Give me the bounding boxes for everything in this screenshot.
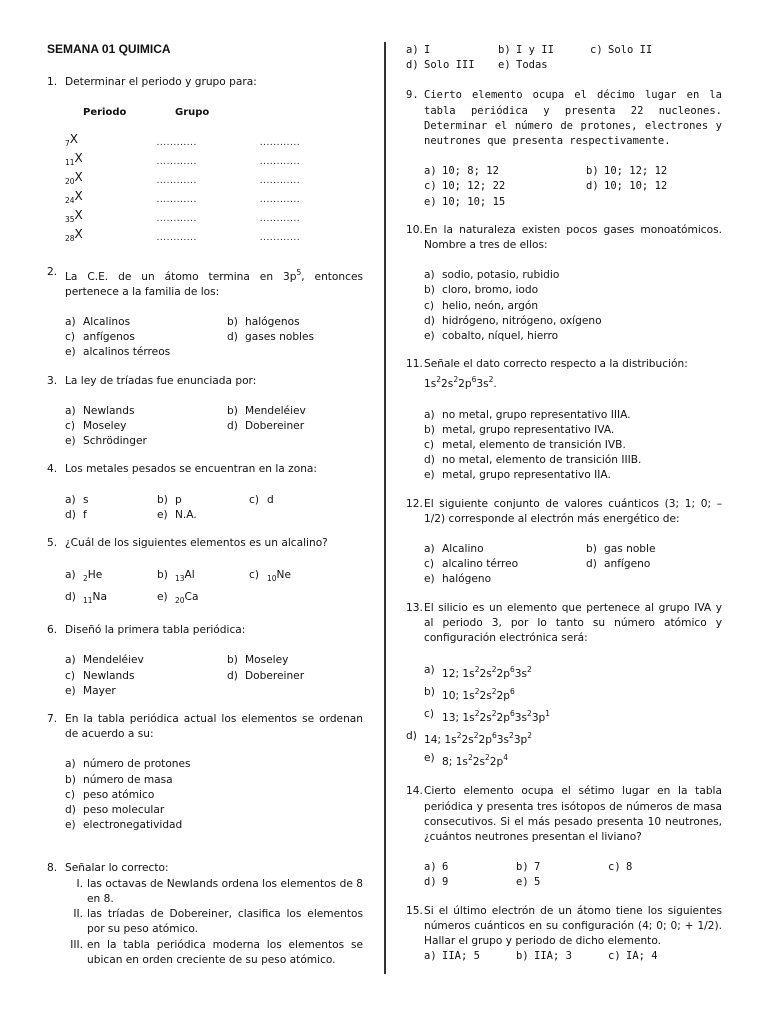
option-e: e) cobalto, níquel, hierro — [424, 330, 559, 343]
right-column — [406, 40, 722, 964]
question-3: 3. La ley de tríadas fue enunciada por: a) Newlands b) Mendeléiev c) Moseley d) Dobereiner e) Schrödinger — [47, 374, 363, 450]
option-a: a) s — [65, 493, 89, 506]
options — [65, 493, 363, 523]
option-a: a) Newlands — [65, 404, 135, 417]
option-d: d) peso molecular — [65, 804, 165, 817]
option-e: e) Mayer — [65, 684, 116, 697]
table-row: $_{20}$X ............ ............ — [65, 170, 301, 187]
option-b: b) $_{13}$Al — [157, 569, 195, 584]
options — [65, 653, 363, 699]
question-stem: La C.E. de un átomo termina en $3p^5$, entonces pertenece a la familia de los: — [65, 267, 363, 298]
option-e: e) 10; 10; 15 — [424, 195, 506, 208]
question-11: 11. Señale el dato correcto respecto a la distribución: $1s^22s^22p^63s^2$. a) no metal, grupo representativo IIIA. b) metal, grupo representativo IVA. c) metal, elemento de transición IVB. d) no metal, elemento de transición IIIB. e) metal, grupo representativo IIA. — [406, 357, 722, 483]
options — [65, 566, 363, 610]
question-6: 6. Diseñó la primera tabla periódica: a) Mendeléiev b) Moseley c) Newlands d) Dobereiner e) Mayer — [47, 623, 363, 699]
option-c: c) metal, elemento de transición IVB. — [424, 439, 626, 452]
option-b: b) 10; 12; 12 — [586, 165, 668, 178]
question-4: 4. Los metales pesados se encuentran en la zona: a) s b) p c) d d) f e) N.A. — [47, 462, 363, 523]
option-e: e) Todas — [498, 59, 548, 72]
option-b: b) Mendeléiev — [227, 404, 306, 417]
question-stem: El silicio es un elemento que pertenece al grupo IVA y al periodo 3, por lo tanto su número atómico y configuración electrónica será: — [424, 601, 722, 645]
option-e: e) electronegatividad — [65, 819, 183, 832]
option-c: c) Moseley — [65, 420, 127, 433]
question-stem: ¿Cuál de los siguientes elementos es un alcalino? — [65, 537, 328, 550]
option-b: b) IIA; 3 — [516, 950, 572, 963]
question-9: 9. Cierto elemento ocupa el décimo lugar en la tabla periódica y presenta 22 nucleones. Determinar el número de protones, electrones y neutrones que presenta respectivamente. a) 10; 8; 12 b) 10; 12; 12 c) 10; 12; 22 d) 10; 10; 12 e) 10; 10; 15 — [406, 88, 722, 209]
question-2: 2. La C.E. de un átomo termina en $3p^5$, entonces pertenece a la familia de los: a) Alcalinos b) halógenos c) anfígenos d) gases nobles e) alcalinos térreos — [47, 265, 363, 361]
option-d: d) Dobereiner — [227, 420, 305, 433]
question-14: 14. Cierto elemento ocupa el sétimo lugar en la tabla periódica y presenta tres isótopos de números de masa consecutivos. Si el más pesado presenta 10 neutrones, ¿cuántos neutrones presentan el liviano? a) 6 b) 7 c) 8 d) 9 e) 5 — [406, 784, 722, 890]
table-row: $_{35}$X ............ ............ — [65, 208, 301, 225]
option-a: a) sodio, potasio, rubidio — [424, 269, 560, 282]
option-c: c) Newlands — [65, 669, 135, 682]
question-8-options — [406, 43, 722, 73]
options — [65, 757, 363, 833]
left-column — [47, 40, 363, 968]
option-a: a) $_2$He — [65, 569, 103, 584]
option-b: b) gas noble — [586, 543, 656, 556]
option-d: d) no metal, elemento de transición IIIB. — [424, 454, 642, 467]
question-stem: Cierto elemento ocupa el sétimo lugar en la tabla periódica y presenta tres isótopos de números de masa consecutivos. Si el más pesado presenta 10 neutrones, ¿cuántos neutrones presentan el liviano? — [424, 785, 722, 843]
option-c: c) anfígenos — [65, 331, 135, 344]
option-d: d) 10; 10; 12 — [586, 180, 668, 193]
options — [65, 315, 363, 361]
question-stem: La ley de tríadas fue enunciada por: — [65, 374, 257, 387]
question-stem: Determinar el periodo y grupo para: — [65, 76, 257, 89]
question-7: 7. En la tabla periódica actual los elementos se ordenan de acuerdo a su: a) número de protones b) número de masa c) peso atómico d) peso molecular e) electronegatividad — [47, 712, 363, 833]
options — [406, 661, 722, 771]
option-a: a) Alcalinos — [65, 316, 131, 329]
option-d: d) $_{11}$Na — [65, 591, 107, 606]
option-c: c) 10; 12; 22 — [424, 180, 506, 193]
option-e: e) N.A. — [157, 508, 197, 521]
question-13: 13. El silicio es un elemento que pertenece al grupo IVA y al periodo 3, por lo tanto su número atómico y configuración electrónica será: a) 12; $1s^22s^22p^63s^2$ b) 10; $1s^22s^22p^6$ c) 13; $1s^22s^22p^63s^23p^1$ d) 14; $1s^22s^22p^63s^23p^2$ e) 8; $1s^22s^22p^4$ — [406, 601, 722, 772]
question-stem: Si el último electrón de un átomo tiene los siguientes números cuánticos en su configuración (4; 0; 0; + 1/2). Hallar el grupo y periodo de dicho elemento. — [424, 904, 722, 947]
option-b: b) 7 — [516, 861, 541, 874]
option-d: d) 14; $1s^22s^22p^63s^23p^2$ — [406, 730, 533, 747]
table-header — [65, 105, 363, 120]
question-1 — [47, 75, 363, 246]
option-a: a) Alcalino — [424, 543, 484, 556]
column-divider — [384, 42, 386, 974]
option-a: a) IIA; 5 — [424, 950, 480, 963]
option-c: c) Solo II — [590, 44, 653, 56]
option-d: d) anfígeno — [586, 558, 651, 571]
option-a: a) número de protones — [65, 758, 191, 771]
options — [424, 542, 722, 588]
option-c: c) helio, neón, argón — [424, 299, 539, 312]
question-stem: En la naturaleza existen pocos gases monoatómicos. Nombre a tres de ellos: — [424, 223, 722, 252]
option-c: c) d — [249, 493, 274, 506]
question-8: 8. Señalar lo correcto: I. las octavas de Newlands ordena los elementos de 8 en 8. II. las tríadas de Dobereiner, clasifica los elementos por su peso atómico. III. en la tabla periódica moderna los elementos se ubican en orden creciente de su peso atómico. — [47, 861, 363, 967]
option-d: d) hidrógeno, nitrógeno, oxígeno — [424, 314, 602, 327]
option-b: b) I y II — [498, 44, 554, 56]
option-b: b) número de masa — [65, 773, 173, 786]
option-d: d) 9 — [424, 876, 449, 889]
option-b: b) metal, grupo representativo IVA. — [424, 423, 615, 436]
option-e: e) 8; $1s^22s^22p^4$ — [424, 752, 509, 769]
question-10: 10. En la naturaleza existen pocos gases monoatómicos. Nombre a tres de ellos: a) sodio, potasio, rubidio b) cloro, bromo, iodo c) helio, neón, argón d) hidrógeno, nitrógeno, oxígeno e) cobalto, níquel, hierro — [406, 223, 722, 344]
question-5: 5. ¿Cuál de los siguientes elementos es un alcalino? a) $_2$He b) $_{13}$Al c) $_{10}$Ne d) $_{11}$Na e) $_{20}$Ca — [47, 536, 363, 610]
question-stem: Señale el dato correcto respecto a la distribución: $1s^22s^22p^63s^2$. — [424, 357, 722, 392]
table-row: $_{11}$X ............ ............ — [65, 151, 301, 168]
question-stem: En la tabla periódica actual los elementos se ordenan de acuerdo a su: — [65, 713, 363, 741]
element-rows — [65, 133, 363, 247]
option-d: d) gases nobles — [227, 331, 315, 344]
option-e: e) alcalinos térreos — [65, 346, 171, 359]
page-title: SEMANA 01 QUIMICA — [47, 42, 171, 56]
options — [424, 860, 722, 890]
question-number: 1. — [47, 76, 58, 89]
question-stem: Señalar lo correcto: — [65, 862, 169, 875]
options — [424, 164, 722, 210]
statement-iii: III. en la tabla periódica moderna los elementos se ubican en orden creciente de su peso atómico. — [70, 938, 363, 966]
option-b: b) p — [157, 493, 182, 506]
option-e: e) Schrödinger — [65, 435, 147, 448]
header-grupo: Grupo — [175, 107, 210, 119]
table-row: $_7$X ............ ............ — [65, 132, 301, 149]
option-d: d) f — [65, 508, 87, 521]
option-a: a) Mendeléiev — [65, 654, 144, 667]
option-c: c) 13; $1s^22s^22p^63s^23p^1$ — [424, 708, 551, 725]
option-c: c) 8 — [608, 861, 633, 874]
question-stem: Cierto elemento ocupa el décimo lugar en la tabla periódica y presenta 22 nucleones. Determinar el número de protones, electrones y neutrones que presenta respectivamente. — [424, 89, 722, 148]
option-a: a) 12; $1s^22s^22p^63s^2$ — [424, 664, 532, 681]
question-stem: El siguiente conjunto de valores cuánticos (3; 1; 0; – 1/2) corresponde al electrón más energético de: — [424, 497, 722, 525]
options — [424, 268, 722, 344]
options — [424, 408, 722, 484]
header-periodo: Periodo — [83, 107, 127, 119]
question-stem: Diseñó la primera tabla periódica: — [65, 624, 246, 637]
options — [65, 404, 363, 450]
option-d: d) Dobereiner — [227, 669, 305, 682]
option-c: c) peso atómico — [65, 788, 155, 801]
statement-ii: II. las tríadas de Dobereiner, clasifica los elementos por su peso atómico. — [73, 908, 363, 936]
option-a: a) 10; 8; 12 — [424, 165, 499, 178]
option-c: c) $_{10}$Ne — [249, 569, 291, 584]
option-c: c) alcalino térreo — [424, 558, 519, 571]
table-row: $_{28}$X ............ ............ — [65, 227, 301, 244]
option-b: b) halógenos — [227, 316, 300, 329]
statement-i: I. las octavas de Newlands ordena los elementos de 8 en 8. — [76, 877, 363, 905]
option-c: c) IA; 4 — [608, 950, 658, 963]
option-b: b) 10; $1s^22s^22p^6$ — [424, 686, 515, 703]
question-12: 12. El siguiente conjunto de valores cuánticos (3; 1; 0; – 1/2) corresponde al electrón más energético de: a) Alcalino b) gas noble c) alcalino térreo d) anfígeno e) halógeno — [406, 497, 722, 588]
option-b: b) cloro, bromo, iodo — [424, 284, 539, 297]
option-e: e) metal, grupo representativo IIA. — [424, 469, 611, 482]
option-a: a) no metal, grupo representativo IIIA. — [424, 408, 631, 421]
option-d: d) Solo III — [406, 59, 475, 72]
options — [424, 949, 722, 964]
option-a: a) I — [406, 44, 431, 56]
option-b: b) Moseley — [227, 654, 289, 667]
option-e: e) 5 — [516, 876, 541, 889]
electron-configuration: $1s^22s^22p^63s^2$. — [424, 375, 497, 391]
question-15: 15. Si el último electrón de un átomo tiene los siguientes números cuánticos en su configuración (4; 0; 0; + 1/2). Hallar el grupo y periodo de dicho elemento. a) IIA; 5 b) IIA; 3 c) IA; 4 — [406, 904, 722, 965]
option-e: e) $_{20}$Ca — [157, 591, 199, 606]
option-e: e) halógeno — [424, 573, 492, 586]
question-stem: Los metales pesados se encuentran en la zona: — [65, 463, 317, 476]
option-a: a) 6 — [424, 861, 449, 874]
table-row: $_{24}$X ............ ............ — [65, 189, 301, 206]
